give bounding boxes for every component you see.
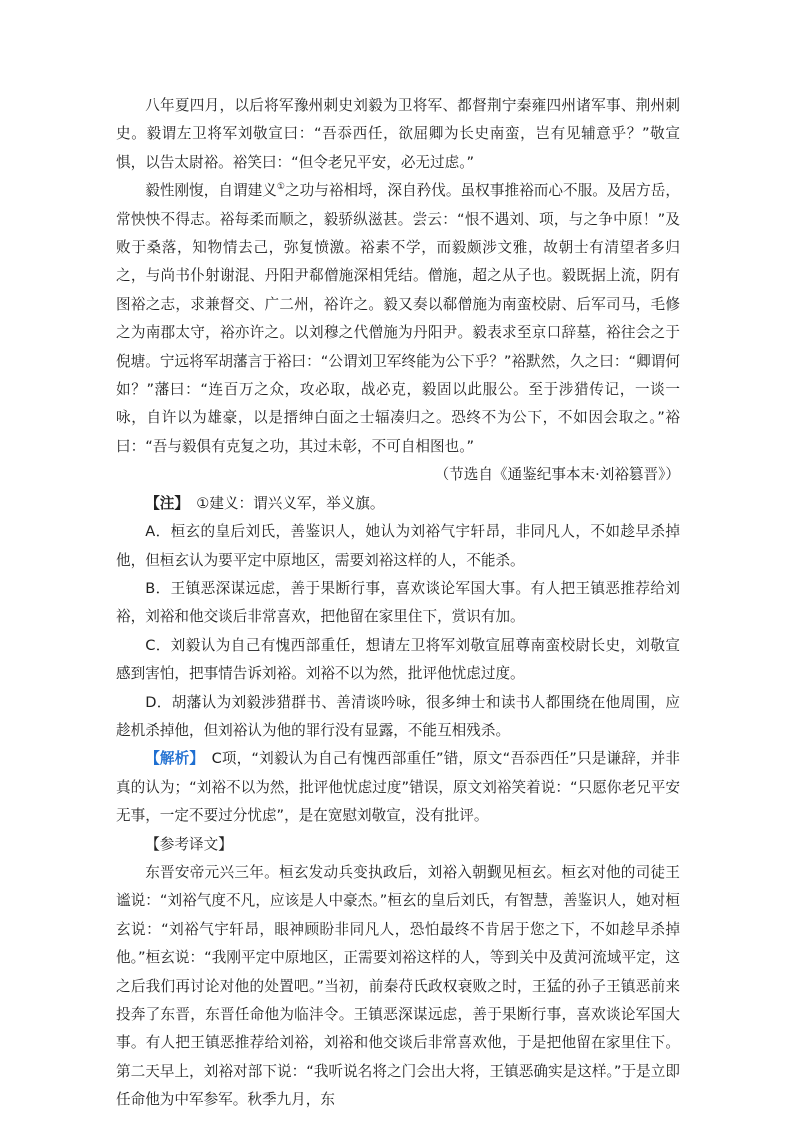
translation-text: 东晋安帝元兴三年。桓玄发动兵变执政后，刘裕入朝觐见桓玄。桓玄对他的司徒王谧说：“刘裕气度不凡，应该是人中豪杰。”桓玄的皇后刘氏，有智慧，善鉴识人，她对桓玄说：“刘裕气宇轩昂，眼神顾盼非同凡人，恐怕最终不肯居于您之下，不如趁早杀掉他。”桓玄说：“我刚平定中原地区，正需要刘裕这样的人，等到关中及黄河流域平定，这之后我们再讨论对他的处置吧。”当初，前秦苻氏政权衰败之时，王猛的孙子王镇恶前来投奔了东晋，东晋任命他为临沣令。王镇恶深谋远虑，善于果断行事，喜欢谈论军国大事。有人把王镇恶推荐给刘裕，刘裕和他交谈后非常喜欢他，于是把他留在家里住下。第二天早上，刘裕对部下说：“我听说名将之门会出大将，王镇恶确实是这样。”于是立即任命他为中军参军。秋季九月，东 bbox=[116, 863, 680, 1109]
passage-paragraph-2 bbox=[116, 177, 680, 461]
option-d: D．胡藩认为刘毅涉猎群书、善清谈吟咏，很多绅士和读书人都围绕在他周围，应趁机杀掉他，但刘裕认为他的罪行没有显露，不能互相残杀。 bbox=[116, 693, 680, 739]
passage-source: （节选自《通鉴纪事本末·刘裕篡晋》） bbox=[434, 466, 680, 484]
option-c: C．刘毅认为自己有愧西部重任，想请左卫将军刘敬宣屈尊南蛮校尉长史，刘敬宣感到害怕，把事情告诉刘裕。刘裕不以为然，批评他忧虑过度。 bbox=[116, 636, 680, 683]
footnote-text: ①建义：谓兴义军，举义旗。 bbox=[196, 494, 385, 512]
passage-paragraph-2-rest: 之功与裕相埒，深自矜伐。虽权事推裕而心不服。及居方岳，常怏怏不得志。裕每柔而顺之，毅骄纵滋甚。尝云：“恨不遇刘、项，与之争中原！”及败于桑落，知物情去己，弥复愤激。裕素不学，而毅颇涉文雅，故朝士有清望者多归之，与尚书仆射谢混、丹阳尹郗僧施深相凭结。僧施，超之从子也。毅既据上流，阴有图裕之志，求兼督交、广二州，裕许之。毅又奏以郗僧施为南蛮校尉、后军司马，毛修之为南郡太守，裕亦许之。以刘穆之代僧施为丹阳尹。毅表求至京口辞墓，裕往会之于倪塘。宁远将军胡藩言于裕曰：“公谓刘卫军终能为公下乎？”裕默然，久之曰：“卿谓何如？”藩曰：“连百万之众，攻必取，战必克，毅固以此服公。至于涉猎传记，一谈一咏，自许以为雄豪，以是搢绅白面之士辐凑归之。恐终不为公下，不如因会取之。”裕曰：“吾与毅俱有克复之功，其过未彰，不可自相图也。” bbox=[116, 182, 680, 455]
passage-paragraph-2-start: 毅性刚愎，自谓建义 bbox=[145, 182, 277, 200]
footnote-marker: ① bbox=[276, 182, 285, 193]
analysis bbox=[116, 745, 680, 830]
footnote bbox=[116, 490, 680, 518]
option-b: B．王镇恶深谋远虑，善于果断行事，喜欢谈论军国大事。有人把王镇恶推荐给刘裕，刘裕和他交谈后非常喜欢，把他留在家里住下，赏识有加。 bbox=[116, 579, 680, 626]
analysis-label: 【解析】 bbox=[145, 750, 197, 768]
footnote-label: 【注】 bbox=[145, 494, 182, 512]
translation-heading: 【参考译文】 bbox=[145, 835, 233, 853]
document-page bbox=[116, 92, 680, 1115]
passage-paragraph-1: 八年夏四月，以后将军豫州刺史刘毅为卫将军、都督荆宁秦雍四州诸军事、荆州刺史。毅谓左卫将军刘敬宣曰：“吾忝西任，欲屈卿为长史南蛮，岂有见辅意乎？”敬宣惧，以告太尉裕。裕笑曰：“但令老兄平安，必无过虑。” bbox=[116, 97, 680, 171]
analysis-text: C项，“刘毅认为自己有愧西部重任”错，原文“吾忝西任”只是谦辞，并非真的认为；“刘裕不以为然，批评他忧虑过度”错误，原文刘裕笑着说：“只愿你老兄平安无事，一定不要过分忧虑”，是在宽慰刘敬宣，没有批评。 bbox=[116, 750, 680, 825]
option-a: A．桓玄的皇后刘氏，善鉴识人，她认为刘裕气宇轩昂，非同凡人，不如趁早杀掉他，但桓玄认为要平定中原地区，需要刘裕这样的人，不能杀。 bbox=[116, 523, 680, 569]
